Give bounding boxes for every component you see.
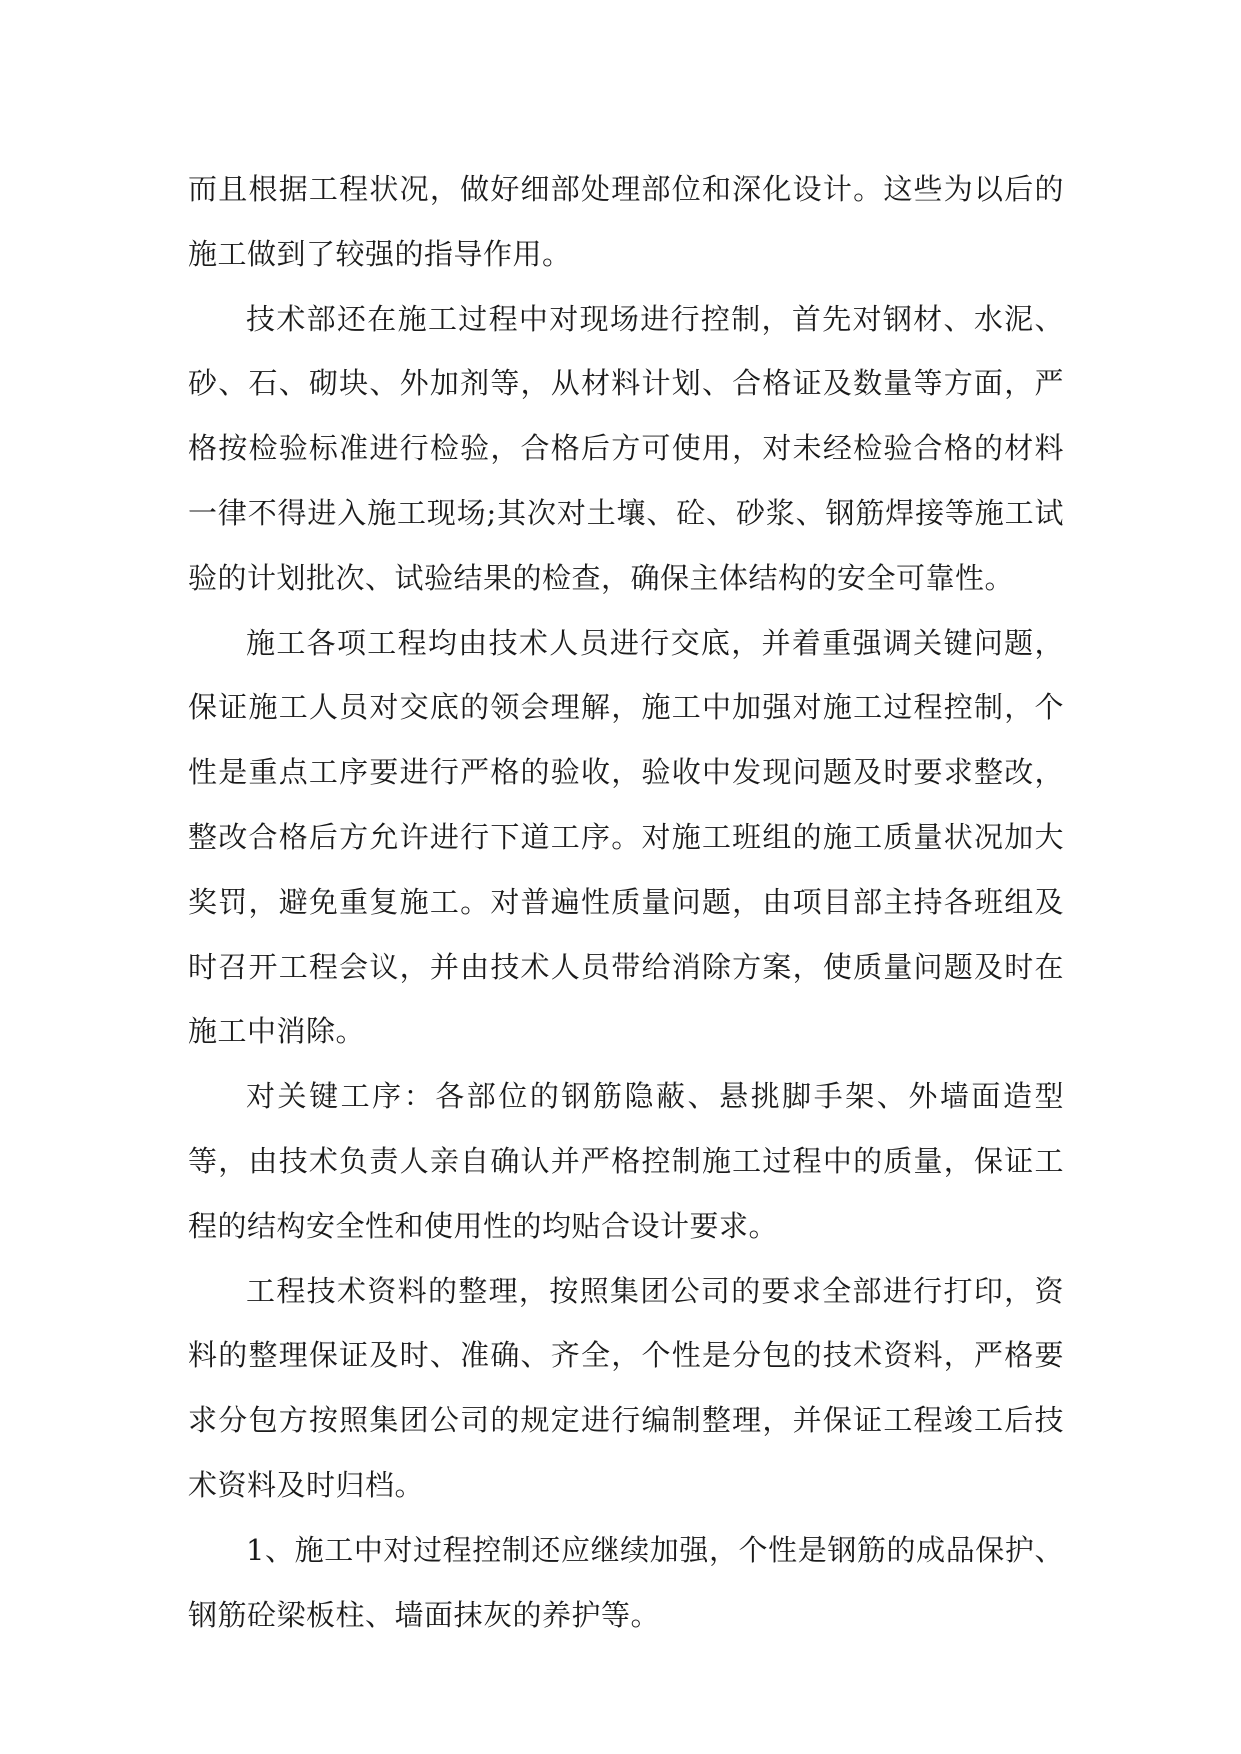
document-body xyxy=(188,157,1064,1647)
paragraph-4: 对关键工序：各部位的钢筋隐蔽、悬挑脚手架、外墙面造型等，由技术负责人亲自确认并严格控制施工过程中的质量，保证工程的结构安全性和使用性的均贴合设计要求。 xyxy=(188,1079,1064,1243)
paragraph-1: 而且根据工程状况，做好细部处理部位和深化设计。这些为以后的施工做到了较强的指导作用。 xyxy=(188,172,1064,271)
paragraph-3: 施工各项工程均由技术人员进行交底，并着重强调关键问题，保证施工人员对交底的领会理解，施工中加强对施工过程控制，个性是重点工序要进行严格的验收，验收中发现问题及时要求整改，整改合格后方允许进行下道工序。对施工班组的施工质量状况加大奖罚，避免重复施工。对普遍性质量问题，由项目部主持各班组及时召开工程会议，并由技术人员带给消除方案，使质量问题及时在施工中消除。 xyxy=(188,625,1064,1049)
paragraph-5: 工程技术资料的整理，按照集团公司的要求全部进行打印，资料的整理保证及时、准确、齐全，个性是分包的技术资料，严格要求分包方按照集团公司的规定进行编制整理，并保证工程竣工后技术资料及时归档。 xyxy=(188,1273,1064,1502)
paragraph-6: 1、施工中对过程控制还应继续加强，个性是钢筋的成品保护、钢筋砼梁板柱、墙面抹灰的养护等。 xyxy=(188,1532,1064,1632)
paragraph-2: 技术部还在施工过程中对现场进行控制，首先对钢材、水泥、砂、石、砌块、外加剂等，从材料计划、合格证及数量等方面，严格按检验标准进行检验，合格后方可使用，对未经检验合格的材料一律不得进入施工现场;其次对土壤、砼、砂浆、钢筋焊接等施工试验的计划批次、试验结果的检查，确保主体结构的安全可靠性。 xyxy=(188,301,1064,595)
